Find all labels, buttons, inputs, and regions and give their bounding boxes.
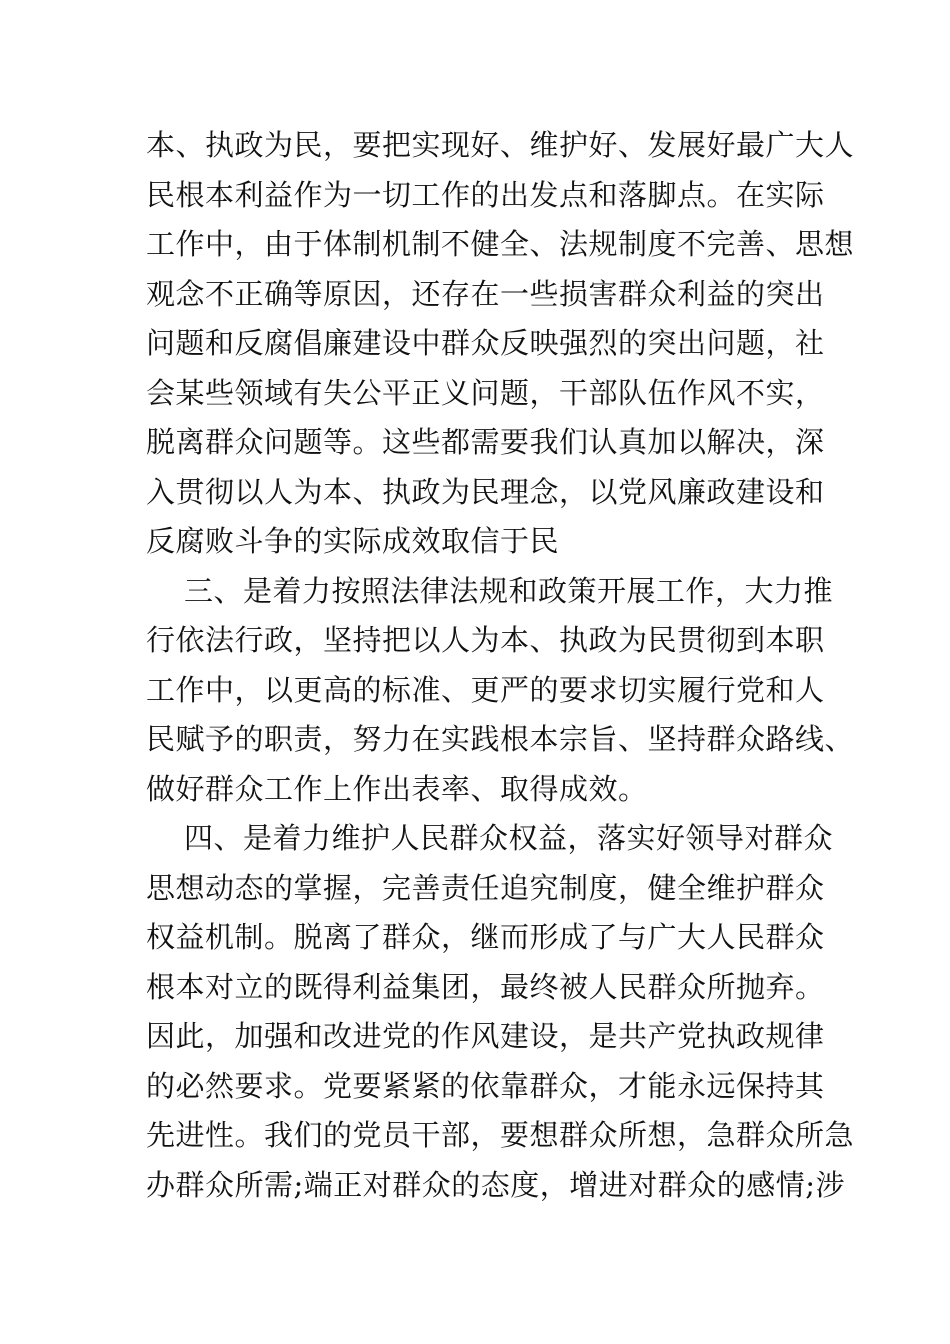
paragraph-section-three [146,567,855,815]
text-line: 行依法行政，坚持把以人为本、执政为民贯彻到本职 [146,623,825,657]
text-line: 先进性。我们的党员干部，要想群众所想，急群众所急 [146,1118,855,1152]
text-line: 民根本利益作为一切工作的出发点和落脚点。在实际 [146,177,825,212]
text-line: 因此，加强和改进党的作风建设，是共产党执政规律 [146,1019,825,1053]
paragraph-section-four [146,814,855,1210]
text-line: 做好群众工作上作出表率、取得成效。 [146,771,648,806]
text-line: 入贯彻以人为本、执政为民理念，以党风廉政建设和 [146,474,825,509]
text-line: 的必然要求。党要紧紧的依靠群众，才能永远保持其 [146,1068,825,1103]
text-line: 民赋予的职责，努力在实践根本宗旨、坚持群众路线、 [146,722,855,756]
text-line: 会某些领域有失公平正义问题，干部队伍作风不实， [146,375,825,410]
text-line: 四、是着力维护人民群众权益，落实好领导对群众 [184,821,834,855]
text-line: 工作中，由于体制机制不健全、法规制度不完善、思想 [146,227,855,261]
paragraph-continuation [146,121,855,567]
text-line: 脱离群众问题等。这些都需要我们认真加以解决，深 [146,425,825,459]
text-line: 问题和反腐倡廉建设中群众反映强烈的突出问题，社 [146,326,825,360]
text-line: 反腐败斗争的实际成效取信于民 [146,524,560,558]
document-body [146,121,855,1210]
text-line: 观念不正确等原因，还存在一些损害群众利益的突出 [146,276,825,311]
text-line: 权益机制。脱离了群众，继而形成了与广大人民群众 [146,920,825,954]
text-line: 办群众所需;端正对群众的态度，增进对群众的感情;涉 [146,1167,846,1202]
text-line: 三、是着力按照法律法规和政策开展工作，大力推 [184,573,834,608]
text-line: 工作中，以更高的标准、更严的要求切实履行党和人 [146,672,825,707]
text-line: 根本对立的既得利益集团，最终被人民群众所抛弃。 [146,969,825,1004]
text-line: 本、执政为民，要把实现好、维护好、发展好最广大人 [146,128,855,162]
text-line: 思想动态的掌握，完善责任追究制度，健全维护群众 [146,870,825,905]
